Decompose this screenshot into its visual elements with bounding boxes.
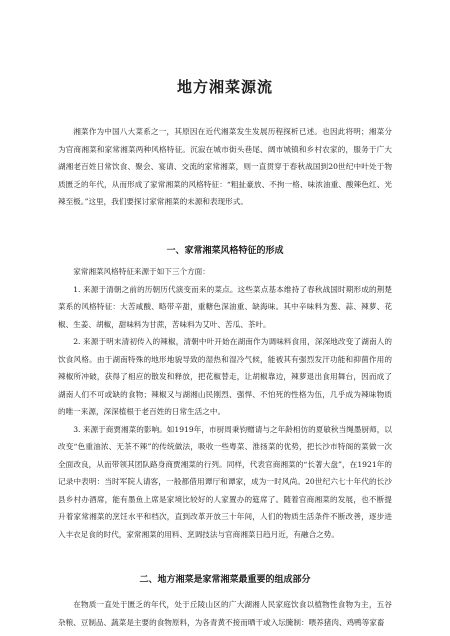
section-2-heading: 二、地方湘菜是家常湘菜最重要的组成部分 [139,575,311,585]
section-1-lead: 家常湘菜风格特征来源于如下三个方面： [73,267,210,276]
intro-paragraph [58,123,392,211]
section-1-point-2: 2. 来源于明末清初传入的辣椒，清朝中叶开始在湖南作为调味料食用，深深地改变了湖南人的饮食风格。由于湖南特殊的地形地貌导致的湿热和湿冷气候，能被其有强烈发汗功能和抑菌作用的辣椒所冲破，获得了相应的散发和释放，把花椒替走，让胡椒靠边，辣萝退出食用舞台，因而成了湖南人们不可或缺的食物；辣椒又与湖湘山民刚烈、强悍、不怕死的性格为伍，几乎成为辣味物质的唯一来源，深深植根于老百姓的日常生活之中。 [58,337,392,416]
page-title: 地方湘菜源流 [176,78,273,96]
section-1-body [58,263,392,543]
intro-text: 湘菜作为中国八大菜系之一，其原因在近代湘菜发生发展历程探析已述。也因此将明；湘菜分为官商湘菜和家常湘菜两种风格特征。沉寂在城市街头巷尾、阔市城镇和乡村农家的，服务于广大湖湘老百姓日常饮食、聚会、宴请、交流的家常湘菜，则一直贯穿于春秋战国到20世纪中叶处于物质匮乏的年代，从而形成了家常湘菜的风格特征：“粗扯豪放、不拘一格、味浓油重、酸辣色红、光辣至极。”这里，我们要探讨家常湘菜的未源和表现形式。 [58,127,392,206]
section-2-paragraph-1: 在物质一直处于匮乏的年代，处于丘陵山区的广大湖湘人民家庭饮食以植物性食物为主，五谷杂粮、豆制品、蔬菜是主要的食物原料，为各青黄不接而晒干或入坛腌制：喂养猪肉、鸡鸭等家畜 [58,600,392,627]
section-1-point-1: 1. 来源于清朝之前的历朝历代演变而来的菜点。这些菜点基本维持了春秋战国时期形成的荆楚菜系的风格特征：大苦咸酸、略带辛甜，重糖色深油重、缺海味。其中辛味料为葱、蒜、辣萝、花椒、生姜、胡椒，甜味料为甘蔗，苦味料为艾叶、苦瓜、茶叶。 [58,284,392,329]
section-1-heading: 一、家常湘菜风格特征的形成 [166,246,284,256]
section-2-body [58,596,392,631]
section-1-point-3: 3. 来源于商贾湘菜的影响。如1919年，市厨周秉钧赠请与之年龄相仿的夏敏秋当绳墨厨师，以改变“色重油浓、无茶不辣”的传统做法，吸收一些粤菜、淮扬菜的优势，把长沙市特阁的菜做一次全面改良，从而带领其团队路身商贾湘菜的行列。同样，代表官商湘菜的“长著大盘”，在1921年的记录中表明：当时军院人请客，一般都借用谭厅和谭家，成为一时风尚。20世纪六七十年代的长沙县乡村办酒席，能有墨鱼上席是家境比较好的人家置办的筵席了。随着官商湘菜的发展，也不断提升着家常湘菜的烹饪水平和档次，直到改革开放三十年间，人们的物质生活条件不断改善，逐步进入丰衣足食的时代，家常湘菜的用料、烹调技法与官商湘菜日趋月近，有融合之势。 [58,424,392,539]
